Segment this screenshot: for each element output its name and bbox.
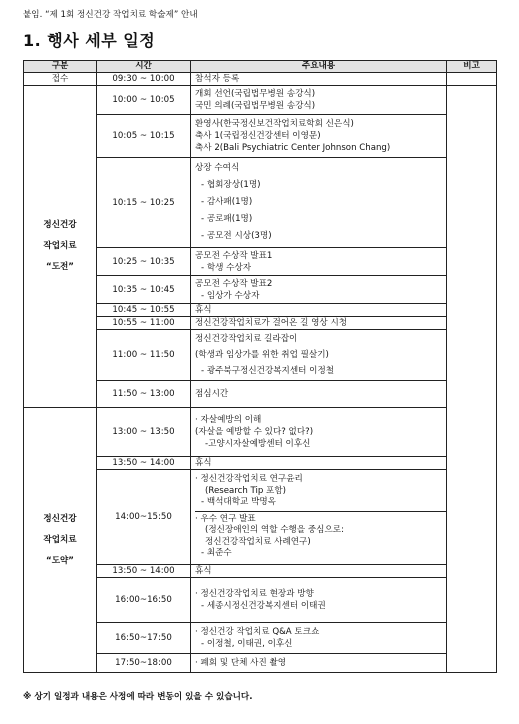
time-cell: 16:00~16:50	[97, 578, 191, 623]
section-label: “도전”	[46, 262, 74, 272]
content-cell	[191, 654, 447, 673]
content-cell	[191, 578, 447, 623]
content-line: 정신건강작업치료가 걸어온 길 영상 시청	[195, 318, 348, 328]
content-line: 개회 선언(국립법무병원 송강식)	[195, 89, 316, 99]
content-line: 축사 2(Bali Psychiatric Center Johnson Chang)	[195, 143, 391, 153]
content-line: (Research Tip 포함)	[205, 485, 287, 496]
content-cell	[191, 565, 447, 578]
section-cell	[24, 86, 97, 408]
time-cell: 13:50 ~ 14:00	[97, 457, 191, 470]
content-cell	[191, 381, 447, 408]
content-line: 정신건강작업치료 사례연구)	[205, 536, 311, 547]
content-cell	[191, 304, 447, 317]
content-line: -고양시자살예방센터 이후신	[205, 439, 311, 449]
content-cell	[191, 73, 447, 86]
content-cell	[191, 317, 447, 330]
table-row	[24, 408, 497, 457]
content-line: · 우수 연구 발표	[195, 513, 256, 524]
remarks-cell	[447, 73, 497, 86]
content-line: · 자살예방의 이해	[195, 415, 262, 425]
time-cell: 16:50~17:50	[97, 623, 191, 654]
time-cell: 09:30 ~ 10:00	[97, 73, 191, 86]
content-line: 휴식	[195, 458, 212, 468]
section-label: 작업치료	[43, 241, 77, 251]
content-line: · 정신건강작업치료 연구윤리	[195, 474, 303, 485]
time-cell: 10:15 ~ 10:25	[97, 158, 191, 248]
time-cell: 14:00~15:50	[97, 470, 191, 565]
content-cell	[191, 470, 447, 565]
content-line: - 학생 수상자	[201, 262, 252, 273]
content-line: - 최준수	[201, 548, 232, 559]
content-line: (정신장애인의 역할 수행을 중심으로:	[205, 525, 344, 536]
time-cell: 17:50~18:00	[97, 654, 191, 673]
content-line: (자살을 예방할 수 있다? 없다?)	[195, 427, 314, 437]
time-cell: 10:35 ~ 10:45	[97, 276, 191, 304]
content-line: 상장 수여식	[195, 163, 240, 173]
content-line: 참석자 등록	[195, 74, 240, 84]
header-time: 시간	[97, 61, 191, 73]
content-line: · 정신건강작업치료 현장과 방향	[195, 589, 314, 599]
footnote: ※ 상기 일정과 내용은 사정에 따라 변동이 있을 수 있습니다.	[23, 692, 253, 702]
table-row	[24, 86, 497, 115]
content-line: · 폐회 및 단체 사진 촬영	[195, 658, 287, 668]
content-line: 휴식	[195, 566, 212, 576]
content-cell	[191, 408, 447, 457]
content-line: - 협회장상(1명)	[201, 180, 261, 190]
section-label: 정신건강	[43, 220, 77, 230]
header-remarks: 비고	[447, 61, 497, 73]
section-label: 작업치료	[43, 534, 77, 545]
time-cell: 10:45 ~ 10:55	[97, 304, 191, 317]
time-cell: 10:00 ~ 10:05	[97, 86, 191, 115]
time-cell: 11:50 ~ 13:00	[97, 381, 191, 408]
content-line: 축사 1(국립정신건강센터 이영문)	[195, 131, 321, 141]
content-block-research	[195, 511, 446, 560]
schedule-table	[23, 60, 497, 673]
content-block-ethics	[195, 474, 446, 511]
time-cell: 10:55 ~ 11:00	[97, 317, 191, 330]
content-cell	[191, 158, 447, 248]
time-cell: 10:25 ~ 10:35	[97, 248, 191, 276]
table-row	[24, 73, 497, 86]
content-cell	[191, 276, 447, 304]
content-line: - 감사패(1명)	[201, 197, 253, 207]
time-cell: 10:05 ~ 10:15	[97, 115, 191, 158]
section-label: 정신건강	[43, 513, 77, 524]
content-cell	[191, 457, 447, 470]
content-line: - 백석대학교 박명옥	[201, 497, 276, 508]
content-line: 휴식	[195, 305, 212, 315]
content-line: 공모전 수상작 발표1	[195, 250, 273, 261]
content-cell	[191, 623, 447, 654]
content-line: 점심시간	[195, 389, 229, 399]
time-cell: 13:50 ~ 14:00	[97, 565, 191, 578]
content-line: 국민 의례(국립법무병원 송강식)	[195, 101, 316, 111]
table-header-row	[24, 61, 497, 73]
content-line: - 공로패(1명)	[201, 214, 253, 224]
content-cell	[191, 248, 447, 276]
remarks-cell	[447, 86, 497, 673]
content-line: 공모전 수상작 발표2	[195, 278, 273, 289]
content-line: - 세종시정신건강복지센터 이태권	[201, 601, 326, 611]
section-label: “도약”	[46, 555, 74, 566]
content-cell	[191, 115, 447, 158]
content-cell	[191, 330, 447, 381]
section-cell	[24, 408, 97, 673]
content-line: - 이정철, 이태권, 이후신	[201, 639, 293, 649]
header-content: 주요내용	[191, 61, 447, 73]
content-line: - 임상가 수상자	[201, 290, 260, 301]
content-line: 정신건강작업치료 길라잡이	[195, 334, 298, 344]
page-title: 1. 행사 세부 일정	[23, 31, 156, 50]
content-line: · 정신건강 작업치료 Q&A 토크쇼	[195, 627, 320, 637]
time-cell: 11:00 ~ 11:50	[97, 330, 191, 381]
attachment-line: 붙임. “제 1회 정신건강 작업치료 학술제” 안내	[23, 10, 198, 20]
content-line: - 공모전 시상(3명)	[201, 231, 272, 241]
content-line: - 광주북구정신건강복지센터 이정철	[201, 366, 335, 376]
content-line: 환영사(한국정신보건작업치료학회 신은식)	[195, 119, 354, 129]
time-cell: 13:00 ~ 13:50	[97, 408, 191, 457]
content-cell	[191, 86, 447, 115]
section-cell: 접수	[24, 73, 97, 86]
content-line: (학생과 임상가를 위한 취업 필살기)	[195, 350, 329, 360]
header-section: 구분	[24, 61, 97, 73]
